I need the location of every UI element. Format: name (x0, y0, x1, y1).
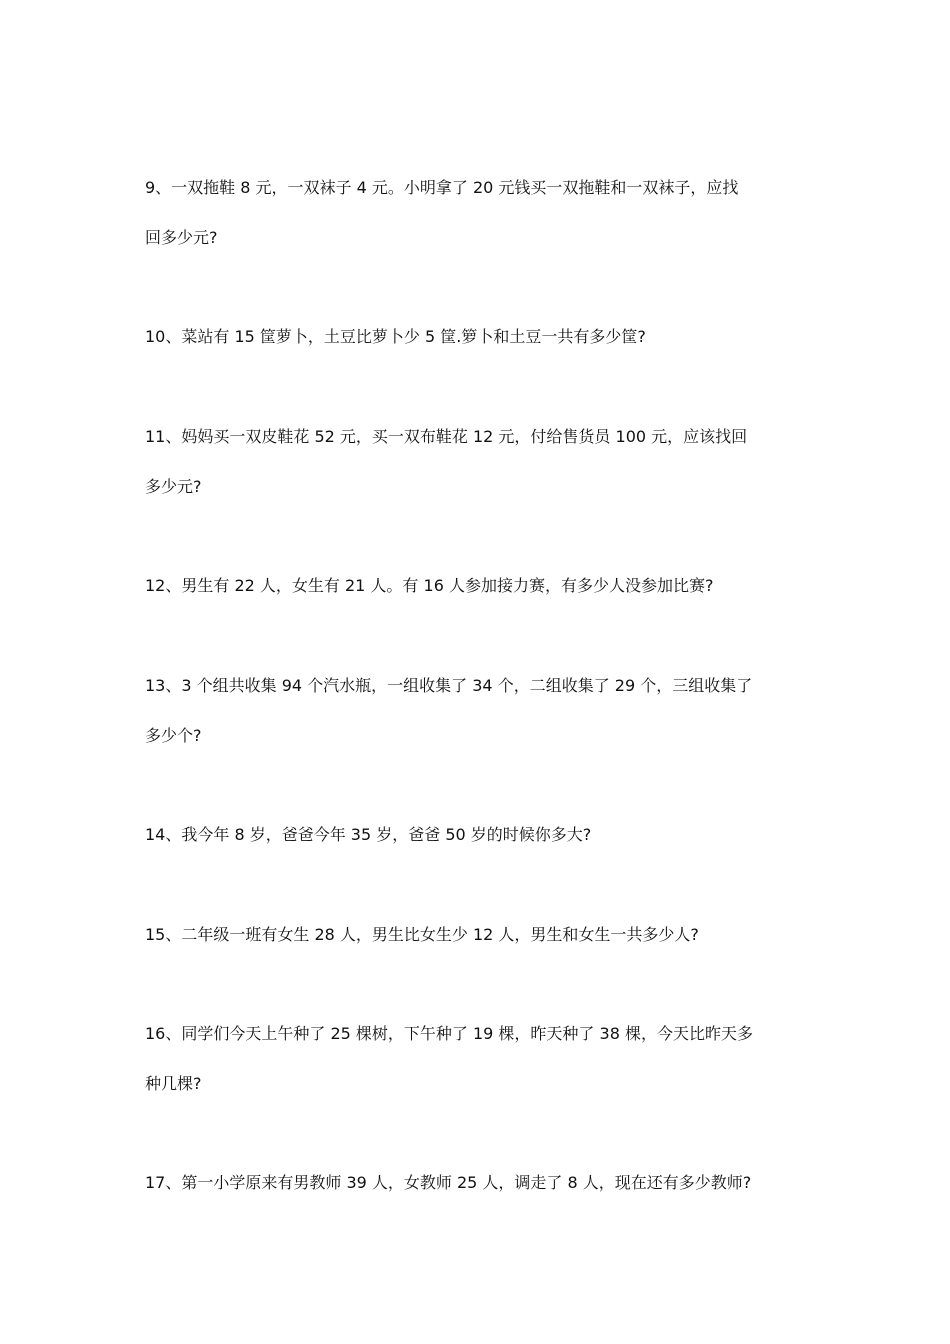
problem-text-line: 17、第一小学原来有男教师 39 人，女教师 25 人，调走了 8 人，现在还有多少教师? (145, 1173, 752, 1192)
problem-text-line: 11、妈妈买一双皮鞋花 52 元，买一双布鞋花 12 元，付给售货员 100 元，应该找回 (145, 427, 748, 446)
problem-text-line: 多少元? (145, 477, 202, 496)
problem-11 (145, 427, 815, 497)
problem-text-line: 10、菜站有 15 筐萝卜，土豆比萝卜少 5 筐.箩卜和土豆一共有多少筐? (145, 327, 646, 346)
problem-text-line: 13、3 个组共收集 94 个汽水瓶，一组收集了 34 个，二组收集了 29 个，三组收集了 (145, 676, 753, 695)
problem-text-line: 种几棵? (145, 1074, 202, 1093)
problem-15 (145, 925, 815, 945)
problem-text-line: 14、我今年 8 岁，爸爸今年 35 岁，爸爸 50 岁的时候你多大? (145, 825, 592, 844)
problem-12 (145, 576, 815, 596)
problem-text-line: 回多少元? (145, 228, 218, 247)
problem-text-line: 多少个? (145, 726, 202, 745)
problem-text-line: 16、同学们今天上午种了 25 棵树，下午种了 19 棵，昨天种了 38 棵，今天比昨天多 (145, 1024, 753, 1043)
problem-text-line: 12、男生有 22 人，女生有 21 人。有 16 人参加接力赛，有多少人没参加比赛? (145, 576, 714, 595)
problem-text-line: 15、二年级一班有女生 28 人，男生比女生少 12 人，男生和女生一共多少人? (145, 925, 699, 944)
problem-16 (145, 1024, 815, 1094)
problem-17 (145, 1173, 815, 1193)
problem-14 (145, 825, 815, 845)
problem-10 (145, 327, 815, 347)
problem-13 (145, 676, 815, 746)
problem-text-line: 9、一双拖鞋 8 元，一双袜子 4 元。小明拿了 20 元钱买一双拖鞋和一双袜子，应找 (145, 178, 739, 197)
problem-9 (145, 178, 815, 248)
